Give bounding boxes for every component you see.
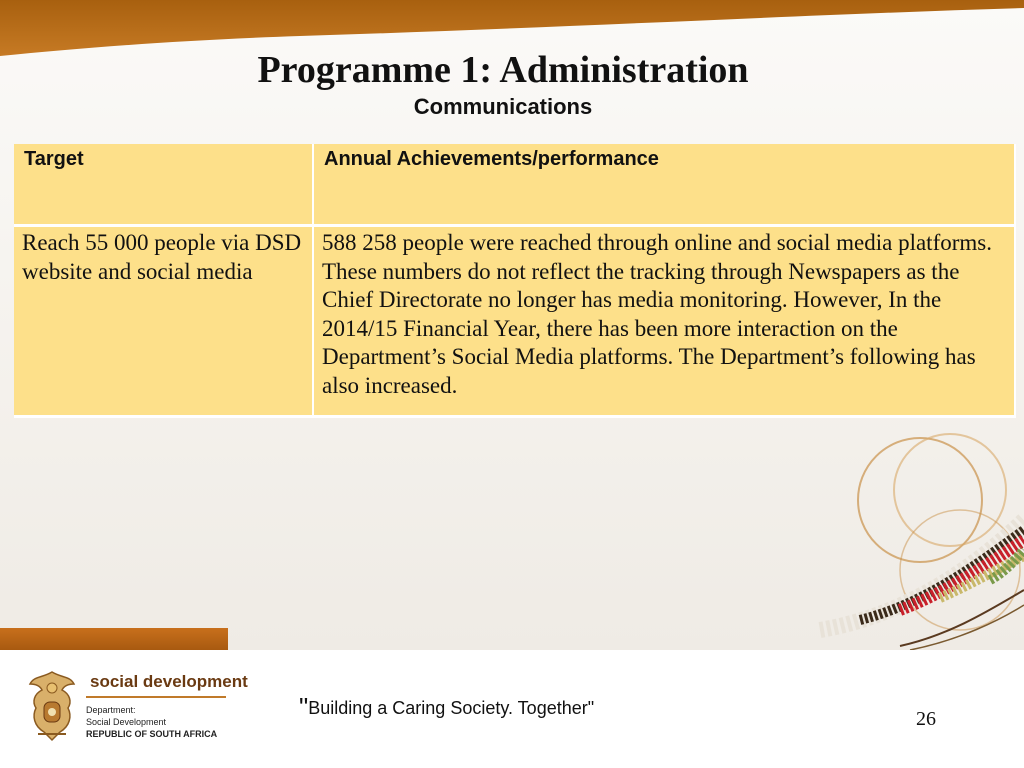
logo-department-text xyxy=(86,704,217,740)
slide-title: Programme 1: Administration xyxy=(257,49,749,91)
coat-of-arms-icon xyxy=(24,668,80,744)
beadwork-decoration xyxy=(800,420,1024,650)
footer-tagline xyxy=(299,692,594,723)
logo-dept-line1: Department: xyxy=(86,705,136,715)
page-number: 26 xyxy=(916,708,936,730)
slide-subtitle: Communications xyxy=(413,94,593,119)
header-achievements: Annual Achievements/performance xyxy=(314,144,1016,227)
header-target: Target xyxy=(14,144,314,227)
bottom-decorative-band xyxy=(0,628,228,650)
tagline-text: Building a Caring Society. Together" xyxy=(308,698,595,718)
logo-dept-line3: REPUBLIC OF SOUTH AFRICA xyxy=(86,729,218,739)
table-header-row xyxy=(14,144,1016,227)
cell-achievement: 588 258 people were reached through online and social media platforms. These numbers do not reflect the tracking through Newspapers as the Chief Directorate no longer has media monitoring. However, In the 2014/15 Financial Year, there has been more interaction on the Department’s Social Media platforms. The Department’s following has also increased. xyxy=(314,227,1016,418)
logo-dept-line2: Social Development xyxy=(86,717,167,727)
tagline-open-quote: " xyxy=(299,692,309,722)
logo-wordmark: social development xyxy=(90,672,248,691)
achievements-table xyxy=(14,144,1016,418)
cell-target: Reach 55 000 people via DSD website and social media xyxy=(14,227,314,418)
logo-divider xyxy=(86,696,226,698)
table-row xyxy=(14,227,1016,418)
